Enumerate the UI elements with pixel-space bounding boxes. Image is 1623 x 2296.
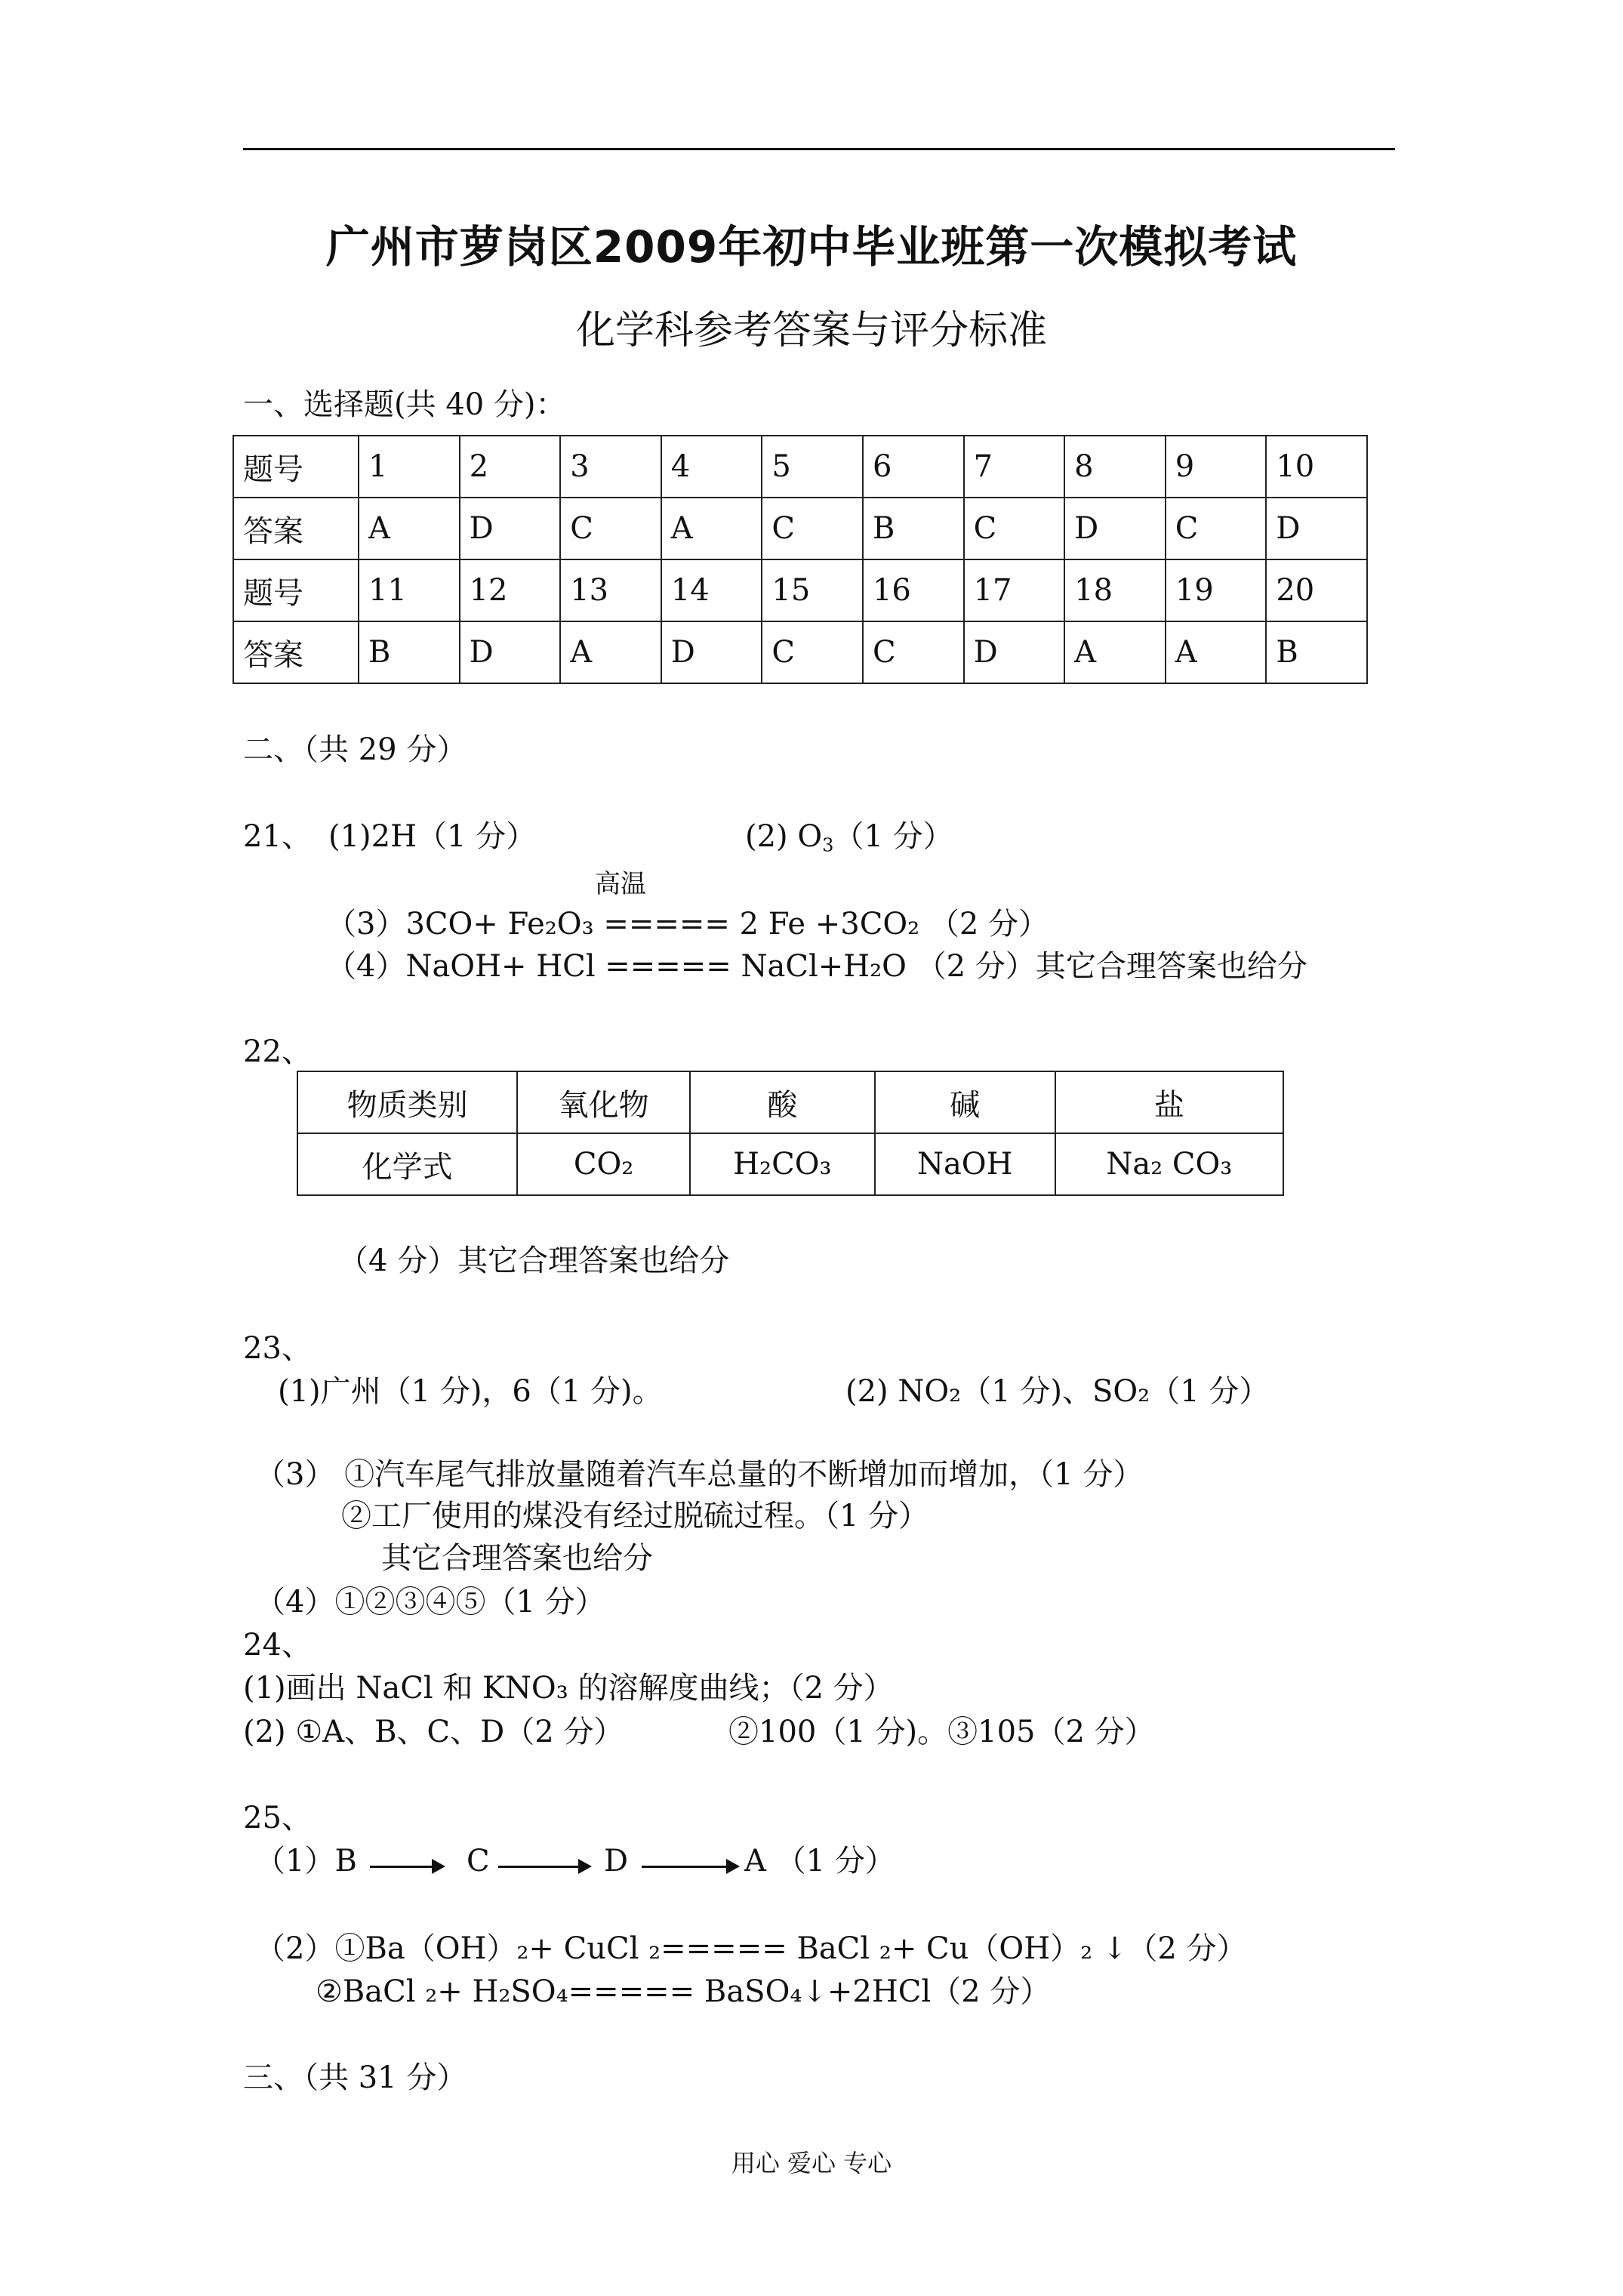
table-cell: C [762,621,863,683]
q25-part1-b: （1）B [255,1844,357,1878]
table-row [233,436,1367,498]
table-cell: B [863,498,964,559]
table-cell: A [661,498,762,559]
q25-part2a: （2）①Ba（OH）₂+ CuCl ₂===== BaCl ₂+ Cu（OH）₂ ↓（2 分） [255,1931,1247,1966]
page-footer: 用心 爱心 专心 [731,2149,892,2177]
table-cell: 1 [359,436,460,498]
table-cell: 化学式 [297,1133,517,1195]
q23-part2: (2) NO₂（1 分)、SO₂（1 分） [845,1374,1270,1409]
table-cell: 9 [1166,436,1267,498]
table-cell: C [560,498,661,559]
q23-number: 23、 [243,1331,312,1366]
answer-table [233,435,1368,684]
table-cell: D [964,621,1065,683]
q21-number: 21、 [243,819,312,854]
table-cell: C [762,498,863,559]
q23-part3a: （3） ①汽车尾气排放量随着汽车总量的不断增加而增加，（1 分） [255,1457,1144,1492]
q25-part1-a: A （1 分） [744,1844,895,1878]
table-cell: D [1266,498,1367,559]
q23-part1: (1)广州（1 分)，6（1 分)。 [278,1374,663,1409]
table-cell: C [863,621,964,683]
row-header-cell: 题号 [233,559,359,621]
table-cell: 5 [762,436,863,498]
table-cell: C [1166,498,1267,559]
q25-part1-d: D [604,1844,629,1878]
table-row [233,498,1367,559]
q25-part1-c: C [467,1844,490,1878]
table-cell: 10 [1266,436,1367,498]
table-cell: 16 [863,559,964,621]
table-cell: C [964,498,1065,559]
arrow-icon [370,1866,442,1868]
table-cell: A [1166,621,1267,683]
table-cell: CO₂ [517,1133,690,1195]
table-cell: 13 [560,559,661,621]
table-cell: 14 [661,559,762,621]
table-row [297,1071,1283,1133]
table-cell: B [359,621,460,683]
q21-part1: (1)2H（1 分） [328,819,537,854]
table-cell: 11 [359,559,460,621]
q25-part2b: ②BaCl ₂+ H₂SO₄===== BaSO₄↓+2HCl（2 分） [316,1974,1051,2009]
page-title: 广州市萝岗区2009年初中毕业班第一次模拟考试 [325,221,1298,273]
q21-part2: (2) $O_3(1$ 分） [745,819,953,856]
q24-part2: (2) ①A、B、C、D（2 分） [243,1715,624,1749]
arrow-icon [642,1866,737,1868]
table-cell: 15 [762,559,863,621]
row-header-cell: 答案 [233,621,359,683]
q22-note: （4 分）其它合理答案也给分 [338,1244,730,1278]
table-cell: NaOH [875,1133,1055,1195]
table-cell: 6 [863,436,964,498]
table-cell: 2 [460,436,561,498]
q24-part1: (1)画出 NaCl 和 KNO₃ 的溶解度曲线；（2 分） [243,1671,894,1706]
table-header-cell: 物质类别 [297,1071,517,1133]
table-header-cell: 酸 [690,1071,875,1133]
section-1-heading: 一、选择题(共 40 分)： [243,387,566,422]
top-rule [243,148,1395,150]
q21-part3: （3）3CO+ Fe₂O₃ ===== 2 Fe +3CO₂ （2 分） [326,907,1049,942]
table-cell: Na₂ CO₃ [1055,1133,1283,1195]
q24-number: 24、 [243,1628,312,1663]
page-subtitle: 化学科参考答案与评分标准 [575,308,1047,353]
table-cell: B [1266,621,1367,683]
section-2-heading: 二、（共 29 分） [243,732,467,767]
section-3-heading: 三、（共 31 分） [243,2060,467,2095]
q21-part4: （4）NaOH+ HCl ===== NaCl+H₂O （2 分）其它合理答案也给分 [326,949,1307,984]
table-cell: D [460,498,561,559]
q23-part3c: 其它合理答案也给分 [381,1541,653,1576]
table-cell: D [460,621,561,683]
q24-part2b: ②100（1 分)。③105（2 分） [728,1715,1155,1749]
table-cell: H₂CO₃ [690,1133,875,1195]
table-cell: 12 [460,559,561,621]
substance-table [297,1071,1284,1196]
table-cell: D [1064,498,1166,559]
q25-number: 25、 [243,1801,312,1835]
table-header-cell: 氧化物 [517,1071,690,1133]
q21-condition: 高温 [595,869,646,899]
table-cell: D [661,621,762,683]
row-header-cell: 答案 [233,498,359,559]
table-row [233,621,1367,683]
arrow-icon [498,1866,589,1868]
table-cell: 17 [964,559,1065,621]
table-cell: A [1064,621,1166,683]
table-header-cell: 盐 [1055,1071,1283,1133]
table-row [233,559,1367,621]
table-cell: 4 [661,436,762,498]
table-cell: 19 [1166,559,1267,621]
q22-number: 22、 [243,1034,312,1069]
q23-part4: （4）①②③④⑤（1 分） [255,1585,605,1620]
table-cell: 3 [560,436,661,498]
table-cell: 7 [964,436,1065,498]
table-header-cell: 碱 [875,1071,1055,1133]
q23-part3b: ②工厂使用的煤没有经过脱硫过程。（1 分） [341,1499,929,1533]
table-cell: A [359,498,460,559]
table-cell: 8 [1064,436,1166,498]
table-cell: A [560,621,661,683]
table-cell: 18 [1064,559,1166,621]
table-cell: 20 [1266,559,1367,621]
row-header-cell: 题号 [233,436,359,498]
table-row [297,1133,1283,1195]
